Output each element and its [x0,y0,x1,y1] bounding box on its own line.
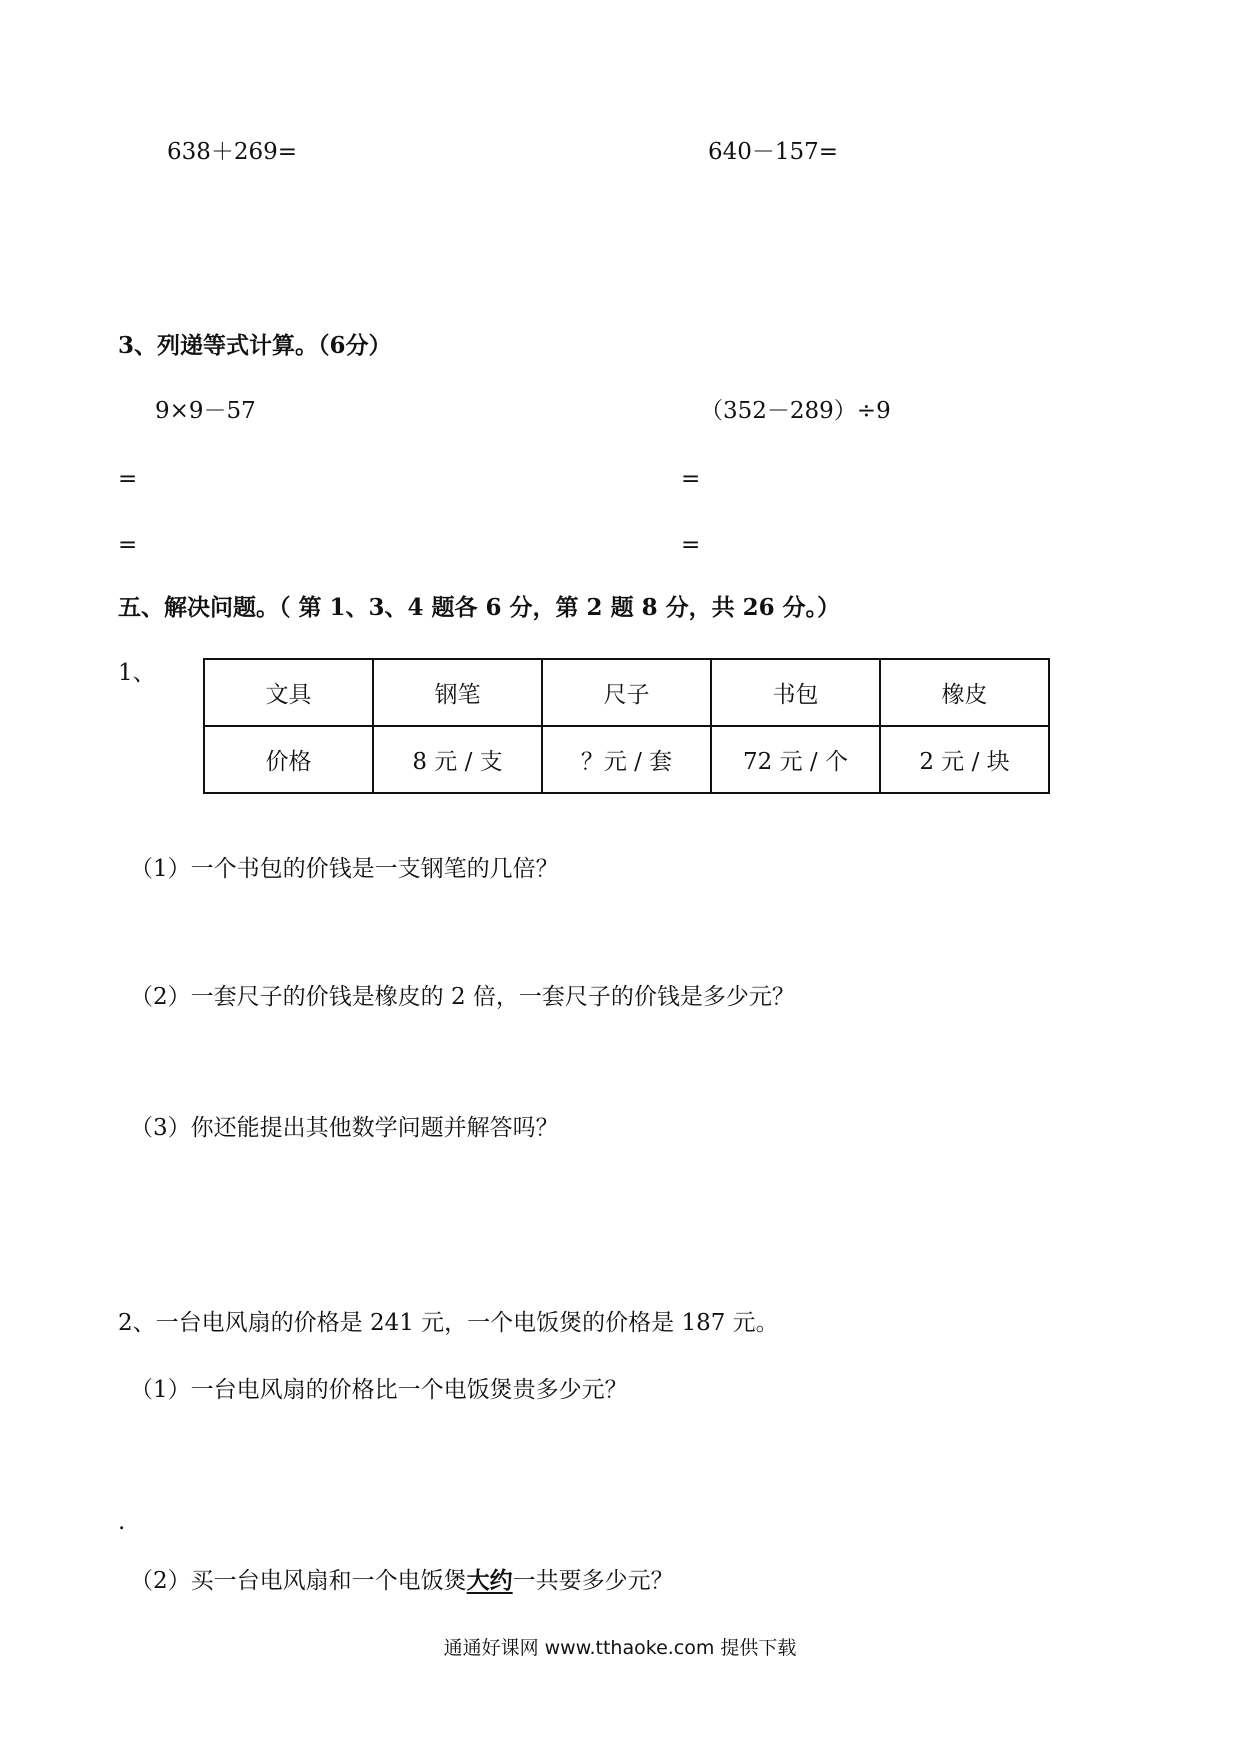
question2-emphasis: 大约 [466,1567,513,1594]
equals-left-1: = [118,466,138,492]
page-footer: 通通好课网 www.tthaoke.com 提供下载 [443,1637,797,1659]
table-cell: 橡皮 [880,659,1049,726]
table-cell: ？元 / 套 [542,726,711,793]
table-cell: 文具 [204,659,373,726]
table-cell: 2 元 / 块 [880,726,1049,793]
table-cell: 价格 [204,726,373,793]
equals-left-2: = [118,532,138,558]
table-price-row [204,726,1049,793]
table-cell: 尺子 [542,659,711,726]
question2-prefix: （2）买一台电风扇和一个电饭煲 [130,1568,467,1594]
table-cell: 钢笔 [373,659,542,726]
problem2-question1: （1）一台电风扇的价格比一个电饭煲贵多少元？ [130,1377,628,1403]
table-header-row [204,659,1049,726]
problem1-question3: （3）你还能提出其他数学问题并解答吗？ [130,1115,559,1141]
table-cell: 书包 [711,659,880,726]
section3-left-expr: 9×9－57 [155,398,256,424]
price-table [203,658,1050,794]
table-cell: 72 元 / 个 [711,726,880,793]
table-cell: 8 元 / 支 [373,726,542,793]
problem2-question2 [130,1566,674,1596]
calc-right: 640－157= [708,139,839,165]
calc-left: 638＋269= [167,139,298,165]
section3-heading: 3、列递等式计算。（6分） [118,332,392,359]
problem2-stem: 2、一台电风扇的价格是 241 元，一个电饭煲的价格是 187 元。 [118,1310,779,1336]
stray-dot: . [118,1509,126,1535]
question2-suffix: 一共要多少元？ [512,1568,674,1594]
problem1-number: 1、 [118,660,156,686]
section3-right-expr: （352－289）÷9 [700,398,891,424]
equals-right-1: = [681,466,701,492]
problem1-question2: （2）一套尺子的价钱是橡皮的 2 倍，一套尺子的价钱是多少元？ [130,984,795,1010]
section5-heading: 五、解决问题。（ 第 1、3、4 题各 6 分，第 2 题 8 分，共 26 分。） [118,594,841,621]
equals-right-2: = [681,532,701,558]
problem1-question1: （1）一个书包的价钱是一支钢笔的几倍？ [130,856,559,882]
